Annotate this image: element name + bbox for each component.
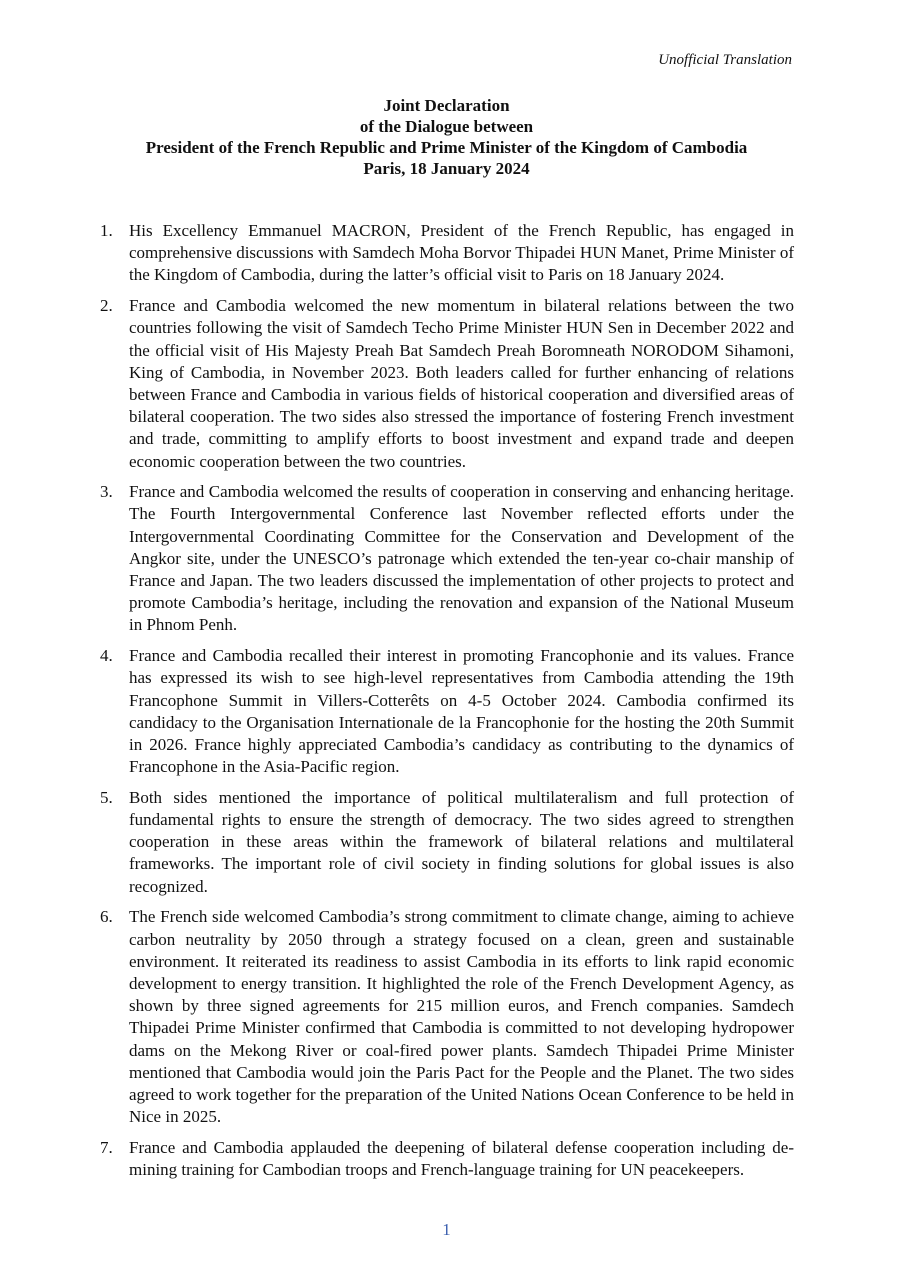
item-number: 6. — [100, 907, 113, 927]
item-number: 7. — [100, 1137, 113, 1157]
item-text: France and Cambodia applauded the deepening of bilateral defense cooperation including de-mining training for Cambodian troops and French-language training for UN peacekeepers. — [129, 1137, 794, 1180]
item-text: France and Cambodia welcomed the new momentum in bilateral relations between the two countries following the visit of Samdech Techo Prime Minister HUN Sen in December 2022 and the official visit of His Majesty Preah Bat Samdech Preah Boromneath NORODOM Sihamoni, King of Cambodia, in November 2023. Both leaders called for further enhancing of relations between France and Cambodia in various fields of historical cooperation and diversified areas of bilateral cooperation. The two sides also stressed the importance of fostering French investment and trade, committing to amplify efforts to boost investment and expand trade and deepen economic cooperation between the two countries. — [129, 296, 794, 471]
item-number: 1. — [100, 221, 113, 240]
title-line-1: Joint Declaration — [383, 96, 510, 115]
item-number: 2. — [100, 296, 113, 316]
item-text: France and Cambodia welcomed the results of cooperation in conserving and enhancing heritage. The Fourth Intergovernmental Conference last November reflected efforts under the Intergovernmental Coordinating Committee for the Conservation and Development of the Angkor site, under the UNESCO’s patronage which extended the ten-year co-chair manship of France and Japan. The two leaders discussed the implementation of other projects to protect and promote Cambodia’s heritage, including the renovation and expansion of the National Museum in Phnom Penh. — [129, 482, 794, 635]
declaration-title — [0, 95, 893, 179]
title-line-4: Paris, 18 January 2024 — [363, 159, 530, 178]
list-item — [100, 645, 794, 778]
list-item — [100, 220, 794, 287]
item-text: Both sides mentioned the importance of political multilateralism and full protection of fundamental rights to ensure the strength of democracy. The two sides agreed to strengthen cooperation in these areas within the framework of bilateral relations and multilateral frameworks. The important role of civil society in finding solutions for global issues is also recognized. — [129, 787, 794, 896]
list-item — [100, 787, 794, 898]
page-number: 1 — [442, 1220, 451, 1239]
title-line-3: President of the French Republic and Prime Minister of the Kingdom of Cambodia — [145, 138, 748, 157]
list-item — [100, 295, 794, 473]
declaration-items-list — [100, 220, 794, 1190]
list-item — [100, 481, 794, 636]
item-text: France and Cambodia recalled their interest in promoting Francophonie and its values. France has expressed its wish to see high-level representatives from Cambodia attending the 19th Francophone Summit in Villers-Cotterêts on 4-5 October 2024. Cambodia confirmed its candidacy to the Organisation Internationale de la Francophonie for the hosting the 20th Summit in 2026. France highly appreciated Cambodia’s candidacy as contributing to the dynamics of Francophone in the Asia-Pacific region. — [129, 646, 794, 777]
list-item — [100, 1137, 794, 1181]
title-line-2: of the Dialogue between — [359, 117, 534, 136]
unofficial-translation-note: Unofficial Translation — [658, 52, 792, 68]
item-number: 3. — [100, 482, 113, 502]
list-item — [100, 906, 794, 1128]
item-text: The French side welcomed Cambodia’s strong commitment to climate change, aiming to achieve carbon neutrality by 2050 through a strategy focused on a clean, green and sustainable environment. It reiterated its readiness to assist Cambodia in its efforts to link rapid economic development to energy transition. It highlighted the role of the French Development Agency, as shown by three signed agreements for 215 million euros, and French companies. Samdech Thipadei Prime Minister confirmed that Cambodia is committed to not developing hydropower dams on the Mekong River or coal-fired power plants. Samdech Thipadei Prime Minister mentioned that Cambodia would join the Paris Pact for the People and the Planet. The two sides agreed to work together for the preparation of the United Nations Ocean Conference to be held in Nice in 2025. — [129, 907, 794, 1127]
item-number: 4. — [100, 646, 113, 666]
item-number: 5. — [100, 787, 113, 807]
item-text: His Excellency Emmanuel MACRON, President of the French Republic, has engaged in comprehensive discussions with Samdech Moha Borvor Thipadei HUN Manet, Prime Minister of the Kingdom of Cambodia, during the latter’s official visit to Paris on 18 January 2024. — [129, 221, 794, 285]
